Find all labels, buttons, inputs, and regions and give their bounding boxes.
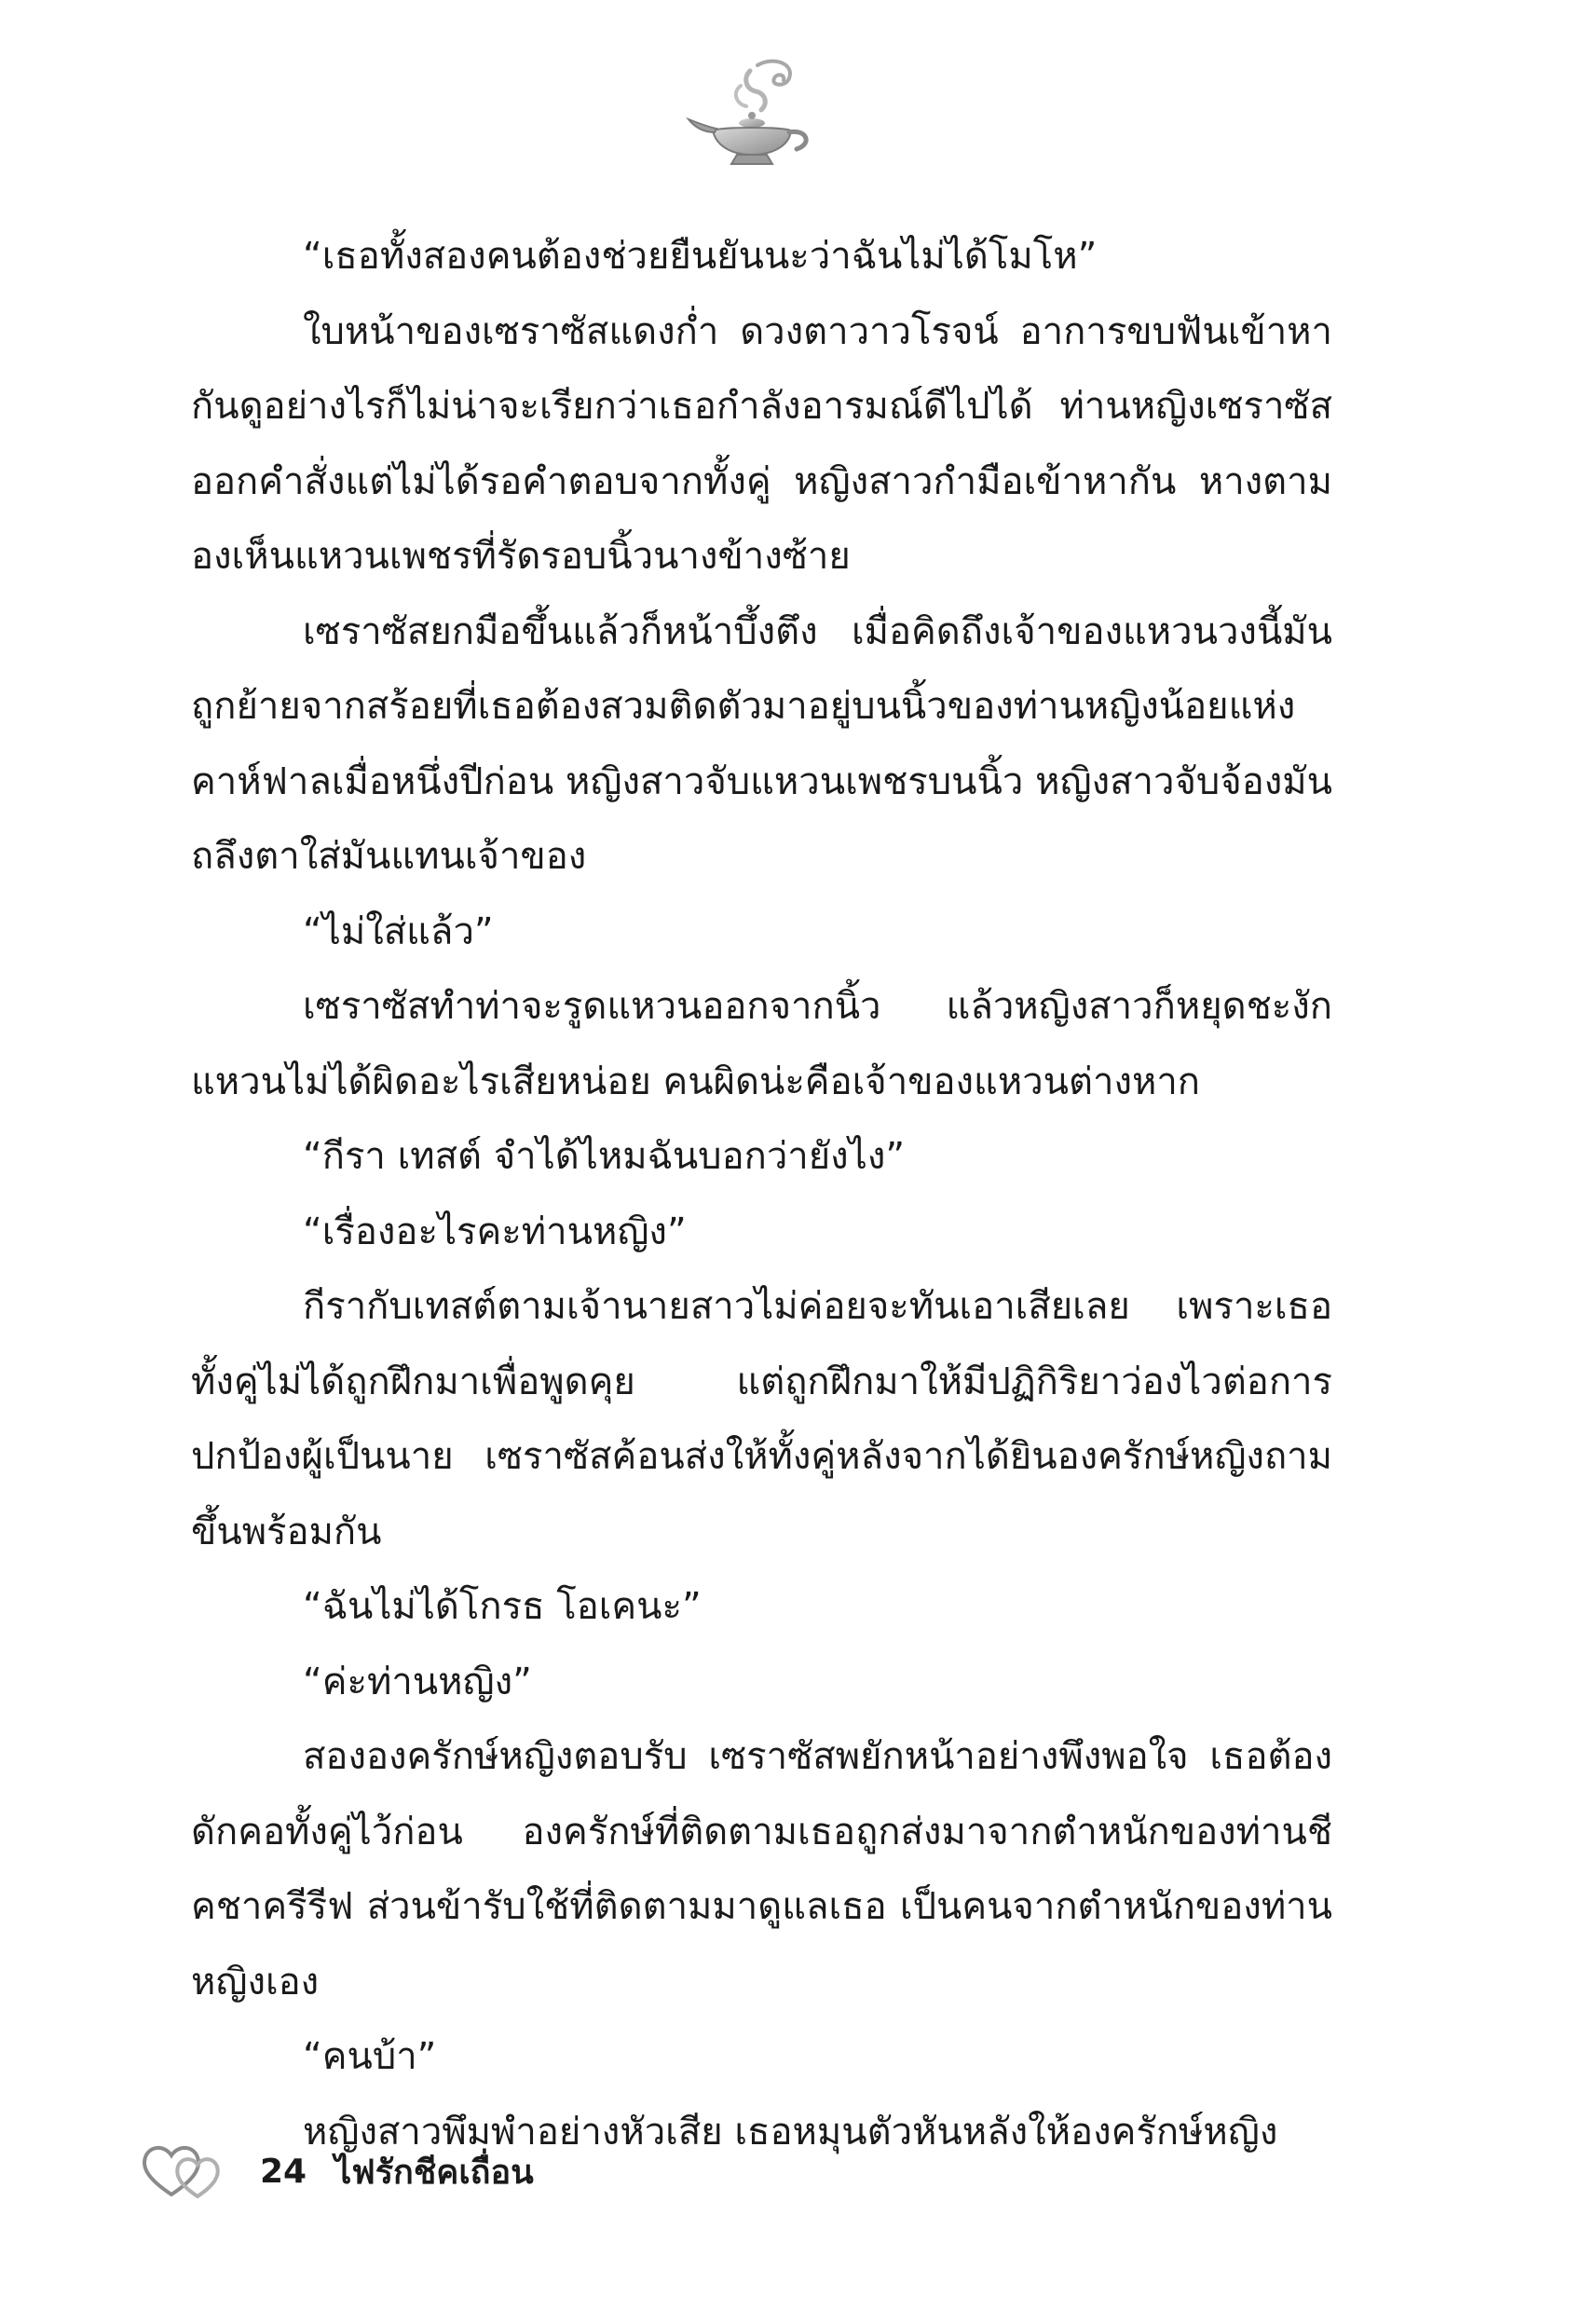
double-heart-icon xyxy=(140,2142,228,2200)
page-number: 24 xyxy=(260,2152,307,2191)
paragraph: กีรากับเทสต์ตามเจ้านายสาวไม่ค่อยจะทันเอาเสียเลย เพราะเธอทั้งคู่ไม่ได้ถูกฝึกมาเพื่อพูดคุย แต่ถูกฝึกมาให้มีปฏิกิริยาว่องไวต่อการปกป้องผู้เป็นนาย เซราซัสค้อนส่งให้ทั้งคู่หลังจากได้ยินองครักษ์หญิงถามขึ้นพร้อมกัน xyxy=(191,1285,1332,1553)
paragraph: เซราซัสทำท่าจะรูดแหวนออกจากนิ้ว แล้วหญิงสาวก็หยุดชะงักแหวนไม่ได้ผิดอะไรเสียหน่อย คนผิดน่ะคือเจ้าของแหวนต่างหาก xyxy=(191,985,1332,1103)
paragraph: “เรื่องอะไรคะท่านหญิง” xyxy=(303,1210,687,1253)
paragraph: เซราซัสยกมือขึ้นแล้วก็หน้าบึ้งตึง เมื่อคิดถึงเจ้าของแหวนวงนี้มันถูกย้ายจากสร้อยที่เธอต้องสวมติดตัวมาอยู่บนนิ้วของท่านหญิงน้อยแห่งคาห์ฟาลเมื่อหนึ่งปีก่อน หญิงสาวจับแหวนเพชรบนนิ้ว หญิงสาวจับจ้องมัน ถลึงตาใส่มันแทนเจ้าของ xyxy=(191,609,1332,878)
paragraph: “กีรา เทสต์ จำได้ไหมฉันบอกว่ายังไง” xyxy=(303,1135,906,1178)
paragraph: “คนบ้า” xyxy=(303,2035,437,2078)
book-title: ไฟรักชีคเถื่อน xyxy=(334,2153,534,2192)
paragraph: สององครักษ์หญิงตอบรับ เซราซัสพยักหน้าอย่างพึงพอใจ เธอต้องดักคอทั้งคู่ไว้ก่อน องครักษ์ที่ติดตามเธอถูกส่งมาจากตำหนักของท่านชีคชาครีรีฟ ส่วนข้ารับใช้ที่ติดตามมาดูแลเธอ เป็นคนจากตำหนักของท่านหญิงเอง xyxy=(191,1735,1332,2003)
paragraph: หญิงสาวพึมพำอย่างหัวเสีย เธอหมุนตัวหันหลังให้องครักษ์หญิง xyxy=(303,2110,1278,2154)
paragraph: “ค่ะท่านหญิง” xyxy=(303,1660,532,1703)
paragraph: “เธอทั้งสองคนต้องช่วยยืนยันนะว่าฉันไม่ได้โมโห” xyxy=(303,235,1098,278)
paragraph: ใบหน้าของเซราซัสแดงก่ำ ดวงตาวาวโรจน์ อาการขบฟันเข้าหากันดูอย่างไรก็ไม่น่าจะเรียกว่าเธอกำลังอารมณ์ดีไปได้ ท่านหญิงเซราซัสออกคำสั่งแต่ไม่ได้รอคำตอบจากทั้งคู่ หญิงสาวกำมือเข้าหากัน หางตามองเห็นแหวนเพชรที่รัดรอบนิ้วนางข้างซ้าย xyxy=(191,309,1332,578)
genie-lamp-icon xyxy=(685,58,825,170)
body-text xyxy=(191,219,1332,2169)
paragraph: “ฉันไม่ได้โกรธ โอเคนะ” xyxy=(303,1585,702,1628)
paragraph: “ไม่ใส่แล้ว” xyxy=(303,909,494,953)
page-footer xyxy=(140,2139,534,2204)
